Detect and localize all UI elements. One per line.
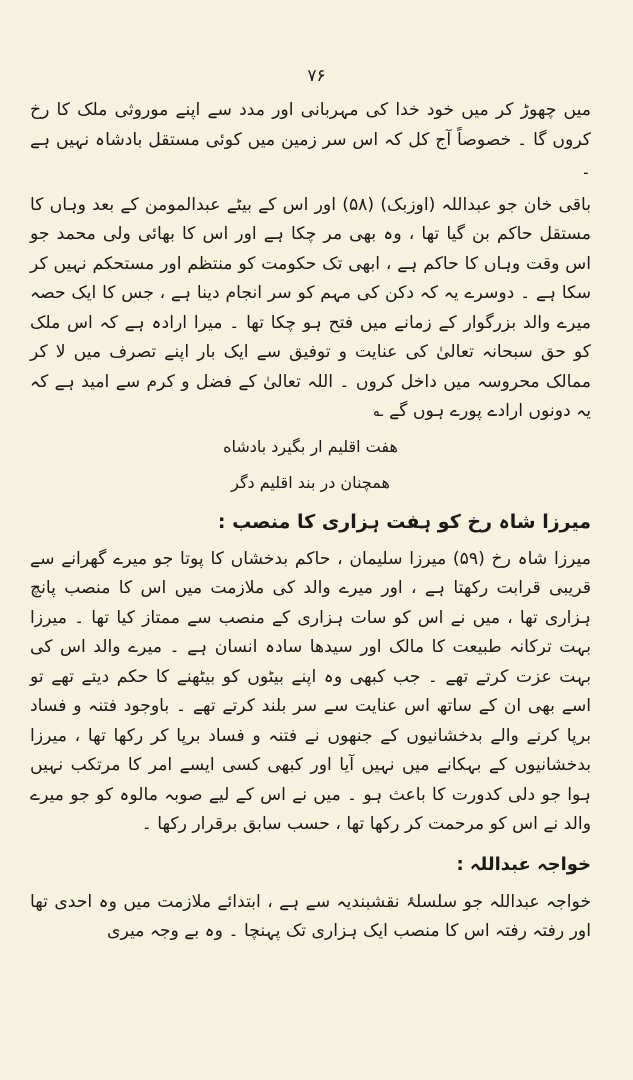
section-heading-mirza-shahrukh: میرزا شاہ رخ کو ہفت ہزاری کا منصب : <box>217 510 591 533</box>
paragraph-3: میرزا شاہ رخ (۵۹) میرزا سلیمان ، حاکم بدخشاں کا پوتا جو میرے گھرانے سے قریبی قرابت رکھتا ہے ، اور میرے والد کی ملازمت میں اس کا منصب پانچ ہزاری تھا ، میں نے اس کو سات ہزاری کے منصب سے ممتاز کیا تھا ۔ میرزا بہت ترکانہ طبیعت کا مالک اور سیدھا سادہ انسان ہے ۔ میرے والد اس کی بہت عزت کرتے تھے ۔ جب کبھی وہ اپنے بیٹوں کو بیٹھنے کا حکم دیتے تھے تو اسے بھی ان کے ساتھ اس عنایت سے سر بلند کرتے تھے ۔ باوجود فتنہ و فساد برپا کرنے والے بدخشانیوں کے جنھوں نے فتنہ و فساد برپا کر رکھا تھا ، میرزا بدخشانیوں کے بہکانے میں نہیں آیا اور کبھی کسی ایسے امر کا مرتکب نہیں ہوا جو دلی کدورت کا باعث ہو ۔ میں نے اس کے لیے صوبہ مالوہ کو جو میرے والد نے اس کو مرحمت کر رکھا تھا ، حسب سابق برقرار رکھا ۔ <box>30 548 591 834</box>
page-number: ۷۶ <box>307 66 326 86</box>
section-heading-khwaja-abdullah: خواجہ عبداللہ : <box>456 853 591 875</box>
poem-verse-2: همچنان در بند اقلیم دگر <box>231 472 390 492</box>
paragraph-4: خواجہ عبداللہ جو سلسلۂ نقشبندیہ سے ہے ، ابتدائے ملازمت میں وہ احدی تھا اور رفتہ رفتہ اس کا منصب ایک ہزاری تک پہنچا ۔ وہ بے وجہ میری <box>30 891 591 941</box>
poem-verse-1: هفت اقلیم ار بگیرد بادشاه <box>223 436 398 456</box>
paragraph-1: میں چھوڑ کر میں خود خدا کی مہربانی اور مدد سے اپنے موروثی ملک کا رخ کروں گا ۔ خصوصاً آج کل کہ اس سر زمین میں کوئی مستقل بادشاہ نہیں ہے ۔ <box>30 100 591 179</box>
paragraph-2: باقی خان جو عبداللہ (اوزبک) (۵۸) اور اس کے بیٹے عبدالمومن کے بعد وہاں کا مستقل حاکم بن گیا تھا ، وہ بھی مر چکا ہے اور اس کا بھائی ولی محمد جو اس وقت وہاں کا حاکم ہے ، ابھی تک حکومت کو منتظم اور مستحکم نہیں کر سکا ہے ۔ دوسرے یہ کہ دکن کی مہم کو سر انجام دینا ہے ، جس کا ایک حصہ میرے والد بزرگوار کے زمانے میں فتح ہو چکا تھا ۔ میرا ارادہ ہے کہ اس ملک کو حق سبحانہ تعالیٰ کی عنایت و توفیق سے ایک بار اپنے تصرف میں لا کر ممالک محروسہ میں داخل کروں ۔ اللہ تعالیٰ کے فضل و کرم سے امید ہے کہ یہ دونوں ارادے پورے ہوں گے ؎ <box>30 194 592 421</box>
page-content <box>30 96 591 947</box>
